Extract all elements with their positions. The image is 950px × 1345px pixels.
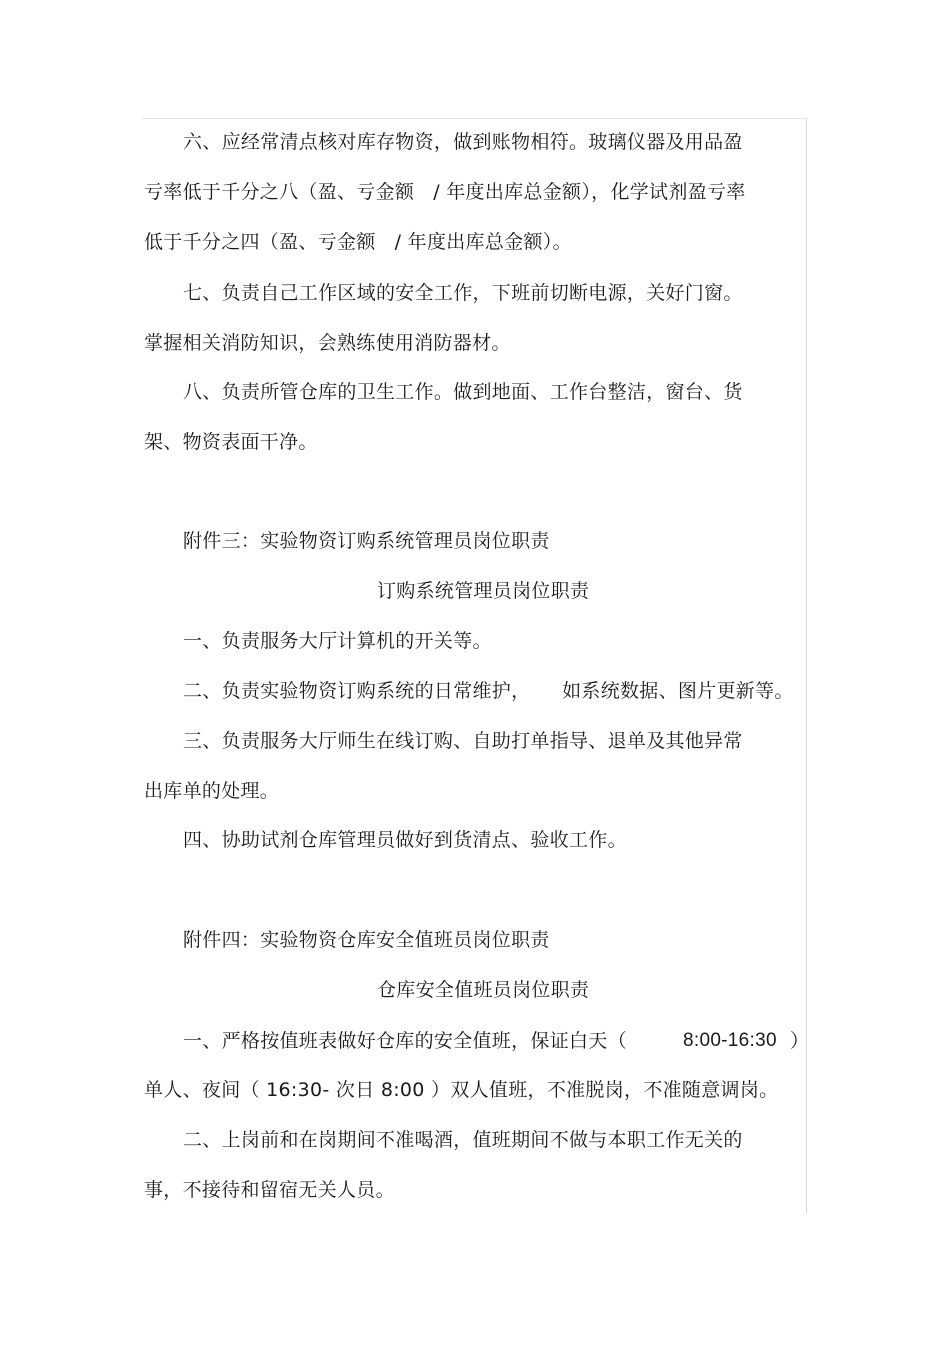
appendix4-item1-line2: 单人、夜间（ 16:30- 次日 8:00 ）双人值班，不准脱岗，不准随意调岗。 — [144, 1079, 779, 1101]
appendix3-item3-line2: 出库单的处理。 — [144, 780, 280, 802]
appendix3-heading: 附件三：实验物资订购系统管理员岗位职责 — [183, 530, 550, 552]
appendix3-item2: 二、负责实验物资订购系统的日常维护， 如系统数据、图片更新等。 — [183, 680, 794, 702]
item8-line1: 八、负责所管仓库的卫生工作。做到地面、工作台整洁，窗台、货 — [183, 381, 743, 403]
appendix4-subtitle: 仓库安全值班员岗位职责 — [377, 979, 590, 1001]
item6-line2: 亏率低于千分之八（盈、亏金额 / 年度出库总金额），化学试剂盈亏率 — [144, 181, 746, 203]
appendix4-item2-line1: 二、上岗前和在岗期间不准喝酒，值班期间不做与本职工作无关的 — [183, 1129, 743, 1151]
appendix3-item4: 四、协助试剂仓库管理员做好到货清点、验收工作。 — [183, 829, 627, 851]
item8-line2: 架、物资表面干净。 — [144, 431, 318, 453]
appendix4-item1-close-paren: ） — [790, 1030, 810, 1052]
item7-line2: 掌握相关消防知识，会熟练使用消防器材。 — [144, 332, 511, 354]
item6-line1: 六、应经常清点核对库存物资，做到账物相符。玻璃仪器及用品盈 — [183, 131, 743, 153]
appendix4-item1-time: 8:00-16:30 — [683, 1030, 777, 1051]
appendix3-item1: 一、负责服务大厅计算机的开关等。 — [183, 630, 492, 652]
item7-line1: 七、负责自己工作区域的安全工作，下班前切断电源，关好门窗。 — [183, 282, 743, 304]
appendix4-item1-line1: 一、严格按值班表做好仓库的安全值班，保证白天（ — [183, 1030, 627, 1052]
appendix3-subtitle: 订购系统管理员岗位职责 — [377, 580, 590, 602]
item6-line3: 低于千分之四（盈、亏金额 / 年度出库总金额）。 — [144, 231, 572, 253]
appendix4-heading: 附件四：实验物资仓库安全值班员岗位职责 — [183, 929, 550, 951]
appendix3-item3-line1: 三、负责服务大厅师生在线订购、自助打单指导、退单及其他异常 — [183, 730, 743, 752]
appendix4-item2-line2: 事，不接待和留宿无关人员。 — [144, 1179, 395, 1201]
